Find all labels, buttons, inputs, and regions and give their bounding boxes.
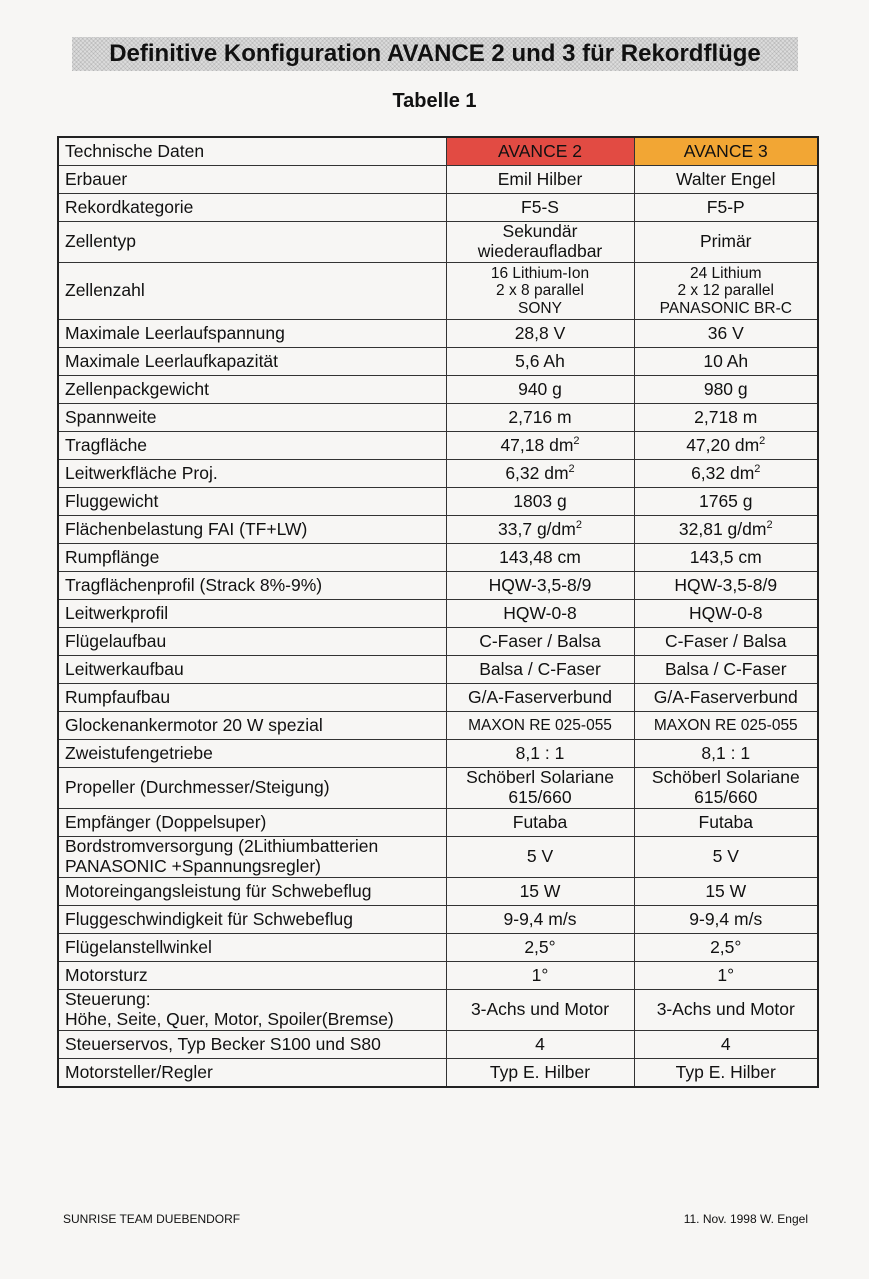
- table-row: [58, 878, 818, 906]
- avance2-value: C-Faser / Balsa: [446, 628, 634, 656]
- avance2-value: 5,6 Ah: [446, 348, 634, 376]
- avance3-value: Typ E. Hilber: [634, 1059, 818, 1088]
- spec-table: [57, 136, 819, 1088]
- avance3-value: C-Faser / Balsa: [634, 628, 818, 656]
- row-label: Tragflächenprofil (Strack 8%-9%): [58, 572, 446, 600]
- avance3-value: Walter Engel: [634, 166, 818, 194]
- table-row: [58, 1031, 818, 1059]
- header-label: Technische Daten: [58, 137, 446, 166]
- table-row: [58, 263, 818, 320]
- avance3-value: 3-Achs und Motor: [634, 990, 818, 1031]
- table-row: [58, 656, 818, 684]
- row-label: Zweistufengetriebe: [58, 740, 446, 768]
- avance3-value: G/A-Faserverbund: [634, 684, 818, 712]
- row-label: Glockenankermotor 20 W spezial: [58, 712, 446, 740]
- table-row: [58, 809, 818, 837]
- avance2-value: 33,7 $g/dm^2$: [446, 516, 634, 544]
- table-row: [58, 600, 818, 628]
- row-label: Steuerung: Höhe, Seite, Quer, Motor, Spoiler(Bremse): [58, 990, 446, 1031]
- row-label: Rumpfaufbau: [58, 684, 446, 712]
- table-row: [58, 572, 818, 600]
- table-row: [58, 166, 818, 194]
- footer-date-author: 11. Nov. 1998 W. Engel: [683, 1212, 808, 1226]
- avance3-value: HQW-0-8: [634, 600, 818, 628]
- avance3-value: 8,1 : 1: [634, 740, 818, 768]
- table-row: [58, 348, 818, 376]
- table-row: [58, 376, 818, 404]
- avance3-value: Primär: [634, 222, 818, 263]
- row-label: Rekordkategorie: [58, 194, 446, 222]
- avance2-value: Futaba: [446, 809, 634, 837]
- table-caption: Tabelle 1: [392, 90, 477, 112]
- table-row: [58, 934, 818, 962]
- table-row: [58, 628, 818, 656]
- row-label: Steuerservos, Typ Becker S100 und S80: [58, 1031, 446, 1059]
- row-label: Leitwerkprofil: [58, 600, 446, 628]
- table-row: [58, 962, 818, 990]
- avance3-value: 4: [634, 1031, 818, 1059]
- avance2-value: MAXON RE 025-055: [446, 712, 634, 740]
- table-row: [58, 684, 818, 712]
- avance3-value: 143,5 cm: [634, 544, 818, 572]
- row-label: Zellenpackgewicht: [58, 376, 446, 404]
- table-row: [58, 432, 818, 460]
- table-row: [58, 990, 818, 1031]
- footer-team: SUNRISE TEAM DUEBENDORF: [63, 1212, 241, 1226]
- avance2-value: 4: [446, 1031, 634, 1059]
- avance3-value: 47,20 $dm^2$: [634, 432, 818, 460]
- table-row: [58, 222, 818, 263]
- row-label: Maximale Leerlaufspannung: [58, 320, 446, 348]
- avance3-value: 36 V: [634, 320, 818, 348]
- avance2-value: Schöberl Solariane 615/660: [446, 768, 634, 809]
- table-row: [58, 460, 818, 488]
- avance2-value: 15 W: [446, 878, 634, 906]
- row-label: Fluggeschwindigkeit für Schwebeflug: [58, 906, 446, 934]
- row-label: Flügelanstellwinkel: [58, 934, 446, 962]
- avance3-value: 1765 g: [634, 488, 818, 516]
- row-label: Motoreingangsleistung für Schwebeflug: [58, 878, 446, 906]
- row-label: Spannweite: [58, 404, 446, 432]
- avance2-value: 2,5°: [446, 934, 634, 962]
- avance2-value: Sekundär wiederaufladbar: [446, 222, 634, 263]
- row-label: Motorsturz: [58, 962, 446, 990]
- avance3-value: 32,81 $g/dm^2$: [634, 516, 818, 544]
- avance3-value: 6,32 $dm^2$: [634, 460, 818, 488]
- row-label: Erbauer: [58, 166, 446, 194]
- avance3-value: 2,5°: [634, 934, 818, 962]
- row-label: Zellenzahl: [58, 263, 446, 320]
- avance2-value: 16 Lithium-Ion 2 x 8 parallel SONY: [446, 263, 634, 320]
- avance3-value: 980 g: [634, 376, 818, 404]
- document-title: Definitive Konfiguration AVANCE 2 und 3 für Rekordflüge: [72, 37, 798, 71]
- row-label: Fluggewicht: [58, 488, 446, 516]
- avance3-value: 1°: [634, 962, 818, 990]
- avance2-value: 2,716 m: [446, 404, 634, 432]
- table-row: [58, 404, 818, 432]
- table-row: [58, 1059, 818, 1088]
- avance3-value: Schöberl Solariane 615/660: [634, 768, 818, 809]
- avance3-value: 2,718 m: [634, 404, 818, 432]
- table-row: [58, 768, 818, 809]
- row-label: Tragfläche: [58, 432, 446, 460]
- avance3-value: MAXON RE 025-055: [634, 712, 818, 740]
- row-label: Zellentyp: [58, 222, 446, 263]
- avance2-value: 3-Achs und Motor: [446, 990, 634, 1031]
- header-avance2: AVANCE 2: [446, 137, 634, 166]
- table-header-row: [58, 137, 818, 166]
- avance2-value: HQW-0-8: [446, 600, 634, 628]
- row-label: Bordstromversorgung (2Lithiumbatterien PANASONIC +Spannungsregler): [58, 837, 446, 878]
- avance2-value: 143,48 cm: [446, 544, 634, 572]
- avance2-value: 1803 g: [446, 488, 634, 516]
- table-row: [58, 516, 818, 544]
- avance3-value: 10 Ah: [634, 348, 818, 376]
- avance3-value: HQW-3,5-8/9: [634, 572, 818, 600]
- table-row: [58, 906, 818, 934]
- avance2-value: F5-S: [446, 194, 634, 222]
- spec-table-body: [58, 166, 818, 1088]
- table-row: [58, 712, 818, 740]
- avance2-value: 8,1 : 1: [446, 740, 634, 768]
- avance3-value: 24 Lithium 2 x 12 parallel PANASONIC BR-C: [634, 263, 818, 320]
- row-label: Maximale Leerlaufkapazität: [58, 348, 446, 376]
- row-label: Flächenbelastung FAI (TF+LW): [58, 516, 446, 544]
- row-label: Flügelaufbau: [58, 628, 446, 656]
- avance2-value: Balsa / C-Faser: [446, 656, 634, 684]
- avance2-value: 9-9,4 m/s: [446, 906, 634, 934]
- avance2-value: 6,32 $dm^2$: [446, 460, 634, 488]
- row-label: Rumpflänge: [58, 544, 446, 572]
- row-label: Empfänger (Doppelsuper): [58, 809, 446, 837]
- row-label: Motorsteller/Regler: [58, 1059, 446, 1088]
- table-row: [58, 837, 818, 878]
- avance2-value: Typ E. Hilber: [446, 1059, 634, 1088]
- row-label: Leitwerkfläche Proj.: [58, 460, 446, 488]
- header-avance3: AVANCE 3: [634, 137, 818, 166]
- avance3-value: F5-P: [634, 194, 818, 222]
- avance2-value: Emil Hilber: [446, 166, 634, 194]
- avance2-value: 940 g: [446, 376, 634, 404]
- avance2-value: HQW-3,5-8/9: [446, 572, 634, 600]
- avance3-value: 5 V: [634, 837, 818, 878]
- row-label: Leitwerkaufbau: [58, 656, 446, 684]
- table-row: [58, 320, 818, 348]
- avance3-value: Futaba: [634, 809, 818, 837]
- avance3-value: Balsa / C-Faser: [634, 656, 818, 684]
- avance3-value: 15 W: [634, 878, 818, 906]
- avance2-value: 47,18 $dm^2$: [446, 432, 634, 460]
- table-row: [58, 194, 818, 222]
- avance2-value: 28,8 V: [446, 320, 634, 348]
- row-label: Propeller (Durchmesser/Steigung): [58, 768, 446, 809]
- table-row: [58, 544, 818, 572]
- avance3-value: 9-9,4 m/s: [634, 906, 818, 934]
- avance2-value: 5 V: [446, 837, 634, 878]
- table-row: [58, 740, 818, 768]
- avance2-value: G/A-Faserverbund: [446, 684, 634, 712]
- avance2-value: 1°: [446, 962, 634, 990]
- table-row: [58, 488, 818, 516]
